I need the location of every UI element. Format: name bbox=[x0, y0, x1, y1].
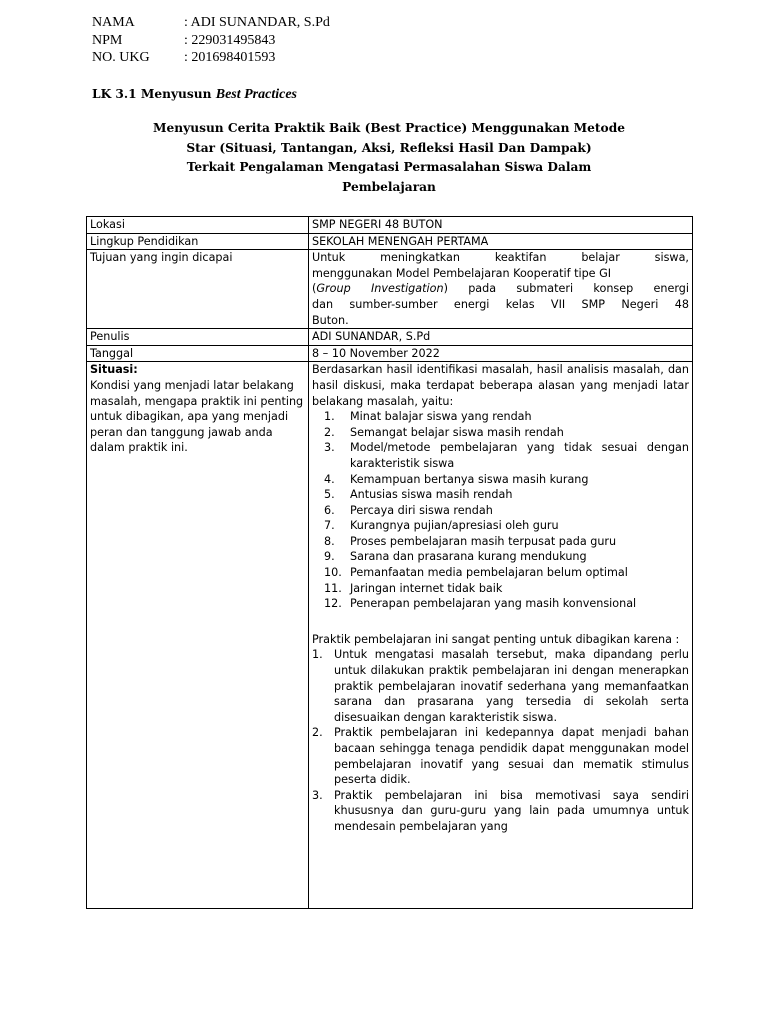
reason-item bbox=[312, 647, 689, 725]
problem-text: Kurangnya pujian/apresiasi oleh guru bbox=[350, 519, 559, 533]
tujuan-line-gi bbox=[312, 281, 689, 297]
situasi-heading: Situasi: bbox=[90, 363, 138, 377]
header-info bbox=[92, 14, 330, 67]
problem-text: Sarana dan prasarana kurang mendukung bbox=[350, 550, 587, 564]
info-table bbox=[86, 216, 693, 909]
problem-item bbox=[312, 581, 689, 597]
header-row-nama bbox=[92, 14, 330, 32]
header-label: NAMA bbox=[92, 15, 135, 30]
header-value: : ADI SUNANDAR, S.Pd bbox=[184, 15, 330, 30]
problem-text: Percaya diri siswa rendah bbox=[350, 503, 493, 517]
reason-item bbox=[312, 788, 689, 835]
header-label: NPM bbox=[92, 32, 123, 48]
lk-title-italic: Best Practices bbox=[215, 87, 297, 102]
problem-number: 2. bbox=[324, 425, 335, 439]
reason-text: Untuk mengatasi masalah tersebut, maka dipandang perlu untuk dilakukan praktik pembelajaran ini dengan menerapkan praktik pembelajaran inovatif sederhana yang memanfaatkan sarana dan prasarana yang tersedia di sekolah serta disesuaikan dengan karakteristik siswa. bbox=[334, 648, 689, 724]
problem-item bbox=[312, 487, 689, 503]
reason-text: Praktik pembelajaran ini bisa memotivasi saya sendiri khususnya dan guru-guru yang lain pada umumnya untuk mendesain pembelajaran yang bbox=[334, 788, 689, 833]
problem-item bbox=[312, 565, 689, 581]
problem-text: Minat balajar siswa yang rendah bbox=[350, 410, 532, 424]
value-situasi bbox=[309, 362, 693, 909]
header-value: : 229031495843 bbox=[184, 32, 276, 48]
value-tanggal: 8 – 10 November 2022 bbox=[309, 345, 693, 362]
gi-open: ( bbox=[312, 282, 317, 296]
title-line: Star (Situasi, Tantangan, Aksi, Refleksi Hasil Dan Dampak) bbox=[186, 140, 592, 155]
problem-item bbox=[312, 409, 689, 425]
problem-number: 9. bbox=[324, 550, 335, 564]
problem-number: 11. bbox=[324, 581, 342, 595]
label-penulis: Penulis bbox=[87, 329, 309, 346]
row-lingkup bbox=[87, 233, 693, 250]
problem-number: 1. bbox=[324, 410, 335, 424]
problem-item bbox=[312, 440, 689, 471]
label-tanggal: Tanggal bbox=[87, 345, 309, 362]
problem-item bbox=[312, 596, 689, 612]
title-line: Terkait Pengalaman Mengatasi Permasalahan Siswa Dalam bbox=[186, 160, 592, 174]
value-lokasi: SMP NEGERI 48 BUTON bbox=[309, 217, 693, 234]
problem-item bbox=[312, 534, 689, 550]
problem-item bbox=[312, 503, 689, 519]
label-situasi bbox=[87, 362, 309, 909]
reason-list bbox=[312, 647, 689, 834]
header-value: : 201698401593 bbox=[184, 50, 276, 65]
value-lingkup: SEKOLAH MENENGAH PERTAMA bbox=[309, 233, 693, 250]
tujuan-line: dan sumber-sumber energi kelas VII SMP Negeri 48 bbox=[312, 297, 689, 311]
header-row-npm bbox=[92, 32, 330, 50]
problem-item bbox=[312, 425, 689, 441]
label-lokasi: Lokasi bbox=[87, 217, 309, 234]
reason-number: 1. bbox=[312, 648, 323, 662]
reason-number: 3. bbox=[312, 788, 323, 802]
row-lokasi bbox=[87, 217, 693, 234]
problem-list bbox=[312, 409, 689, 612]
lk-title bbox=[92, 87, 297, 103]
problem-number: 4. bbox=[324, 472, 335, 486]
document-title bbox=[86, 119, 692, 197]
problem-item bbox=[312, 472, 689, 488]
problem-number: 12. bbox=[324, 597, 342, 611]
header-row-ukg bbox=[92, 49, 330, 67]
gi-rest: ) pada submateri konsep energi bbox=[443, 282, 689, 296]
problem-text: Kemampuan bertanya siswa masih kurang bbox=[350, 472, 589, 486]
problem-item bbox=[312, 549, 689, 565]
problem-text: Model/metode pembelajaran yang tidak sesuai dengan karakteristik siswa bbox=[350, 441, 689, 470]
problem-number: 8. bbox=[324, 534, 335, 548]
problem-text: Antusias siswa masih rendah bbox=[350, 488, 513, 502]
title-line: Menyusun Cerita Praktik Baik (Best Practice) Menggunakan Metode bbox=[153, 121, 625, 135]
problem-number: 6. bbox=[324, 503, 335, 517]
label-lingkup: Lingkup Pendidikan bbox=[87, 233, 309, 250]
problem-text: Semangat belajar siswa masih rendah bbox=[350, 425, 564, 439]
title-line: Pembelajaran bbox=[342, 179, 436, 194]
row-tanggal bbox=[87, 345, 693, 362]
tujuan-line: Untuk meningkatkan keaktifan belajar siswa, bbox=[312, 251, 689, 265]
label-tujuan: Tujuan yang ingin dicapai bbox=[87, 250, 309, 329]
problem-number: 5. bbox=[324, 488, 335, 502]
row-tujuan bbox=[87, 250, 693, 329]
value-tujuan bbox=[309, 250, 693, 329]
problem-text: Jaringan internet tidak baik bbox=[350, 581, 503, 595]
gi-italic: Group Investigation bbox=[316, 282, 444, 296]
problem-text: Pemanfaatan media pembelajaran belum optimal bbox=[350, 566, 628, 580]
problem-number: 3. bbox=[324, 441, 335, 455]
problem-text: Penerapan pembelajaran yang masih konvensional bbox=[350, 597, 637, 611]
problem-text: Proses pembelajaran masih terpusat pada guru bbox=[350, 534, 617, 548]
row-penulis bbox=[87, 329, 693, 346]
problem-item bbox=[312, 518, 689, 534]
value-penulis: ADI SUNANDAR, S.Pd bbox=[309, 329, 693, 346]
reason-item bbox=[312, 725, 689, 787]
reason-number: 2. bbox=[312, 726, 323, 740]
problem-number: 7. bbox=[324, 519, 335, 533]
problem-number: 10. bbox=[324, 566, 342, 580]
situasi-intro: Berdasarkan hasil identifikasi masalah, hasil analisis masalah, dan hasil diskusi, maka terdapat beberapa alasan yang menjadi latar belakang masalah, yaitu: bbox=[312, 363, 689, 408]
importance-intro: Praktik pembelajaran ini sangat penting untuk dibagikan karena : bbox=[312, 632, 680, 646]
tujuan-line: menggunakan Model Pembelajaran Kooperatif tipe GI bbox=[312, 266, 612, 280]
situasi-description: Kondisi yang menjadi latar belakang masalah, mengapa praktik ini penting untuk dibagikan, apa yang menjadi peran dan tanggung jawab anda dalam praktik ini. bbox=[90, 378, 304, 455]
tujuan-line: Buton. bbox=[312, 313, 349, 327]
row-situasi bbox=[87, 362, 693, 909]
reason-text: Praktik pembelajaran ini kedepannya dapat menjadi bahan bacaan sehingga tenaga pendidik dapat menggunakan model pembelajaran inovatif yang sesuai dan mematik stimulus peserta didik. bbox=[334, 726, 689, 787]
header-label: NO. UKG bbox=[92, 50, 150, 65]
lk-title-prefix: LK 3.1 Menyusun bbox=[92, 87, 212, 101]
